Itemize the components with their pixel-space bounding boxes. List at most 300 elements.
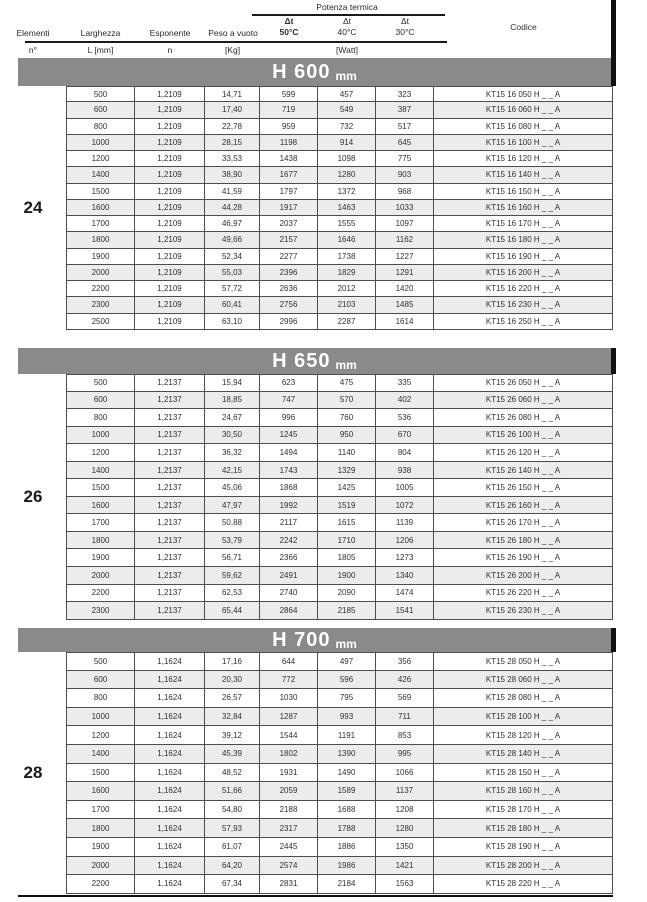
cell-watt-dt50: 1797 [260, 184, 318, 200]
cell-watt-dt50: 1917 [260, 200, 318, 216]
table-row [0, 167, 613, 183]
col-header-dt30 [376, 16, 434, 38]
cell-larghezza: 1800 [66, 819, 135, 838]
table-row [0, 782, 613, 801]
cell-watt-dt40: 1829 [318, 265, 376, 281]
cell-watt-dt30: 1291 [376, 265, 434, 281]
cell-watt-dt30: 1005 [376, 479, 434, 497]
cell-codice: KT15 16 160 H _ _ A [434, 200, 613, 216]
unit-esponente: n [167, 45, 173, 55]
elementi-spacer [0, 857, 66, 876]
cell-watt-dt50: 2740 [260, 585, 318, 603]
cell-watt-dt50: 2996 [260, 314, 318, 330]
cell-esponente: 1,2109 [135, 216, 205, 232]
cell-peso-a-vuoto: 42,15 [205, 462, 260, 480]
cell-watt-dt30: 426 [376, 671, 434, 690]
cell-larghezza: 2000 [66, 265, 135, 281]
section-h650 [0, 374, 647, 620]
cell-codice: KT15 16 220 H _ _ A [434, 281, 613, 297]
table-row [0, 602, 613, 620]
cell-watt-dt30: 968 [376, 184, 434, 200]
table-row [0, 671, 613, 690]
cell-larghezza: 600 [66, 392, 135, 410]
cell-peso-a-vuoto: 57,72 [205, 281, 260, 297]
table-row [0, 119, 613, 135]
elementi-spacer [0, 801, 66, 820]
cell-watt-dt50: 2037 [260, 216, 318, 232]
cell-watt-dt50: 1677 [260, 167, 318, 183]
elementi-spacer [0, 819, 66, 838]
cell-larghezza: 1900 [66, 838, 135, 857]
unit-elementi: n° [28, 45, 38, 55]
cell-larghezza: 800 [66, 119, 135, 135]
elementi-spacer [0, 444, 66, 462]
section-title-unit: mm [335, 636, 357, 651]
cell-codice: KT15 16 200 H _ _ A [434, 265, 613, 281]
cell-watt-dt30: 1485 [376, 297, 434, 313]
cell-peso-a-vuoto: 57,93 [205, 819, 260, 838]
table-row [0, 585, 613, 603]
cell-codice: KT15 28 120 H _ _ A [434, 726, 613, 745]
table-row [0, 462, 613, 480]
table-row [0, 232, 613, 248]
cell-esponente: 1,2137 [135, 602, 205, 620]
table-row [0, 838, 613, 857]
elementi-spacer [0, 265, 66, 281]
section-rows [0, 86, 613, 330]
col-header-elementi: Elementi [16, 28, 50, 38]
cell-watt-dt40: 1805 [318, 549, 376, 567]
cell-peso-a-vuoto: 55,03 [205, 265, 260, 281]
table-bottom-rule [18, 895, 613, 897]
cell-codice: KT15 16 060 H _ _ A [434, 102, 613, 118]
col-header-larghezza: Larghezza [80, 28, 121, 38]
cell-watt-dt30: 1421 [376, 857, 434, 876]
section-h700 [0, 652, 647, 894]
cell-esponente: 1,1624 [135, 745, 205, 764]
cell-codice: KT15 26 200 H _ _ A [434, 567, 613, 585]
cell-watt-dt30: 387 [376, 102, 434, 118]
cell-watt-dt40: 1738 [318, 249, 376, 265]
cell-watt-dt30: 711 [376, 708, 434, 727]
cell-watt-dt30: 1280 [376, 819, 434, 838]
section-banner-h600 [18, 58, 616, 86]
cell-esponente: 1,2109 [135, 167, 205, 183]
cell-peso-a-vuoto: 20,30 [205, 671, 260, 690]
cell-watt-dt50: 1198 [260, 135, 318, 151]
cell-larghezza: 1600 [66, 200, 135, 216]
table-row [0, 745, 613, 764]
cell-watt-dt40: 497 [318, 652, 376, 671]
cell-codice: KT15 28 080 H _ _ A [434, 689, 613, 708]
cell-watt-dt30: 323 [376, 86, 434, 102]
cell-watt-dt50: 2636 [260, 281, 318, 297]
cell-codice: KT15 26 150 H _ _ A [434, 479, 613, 497]
cell-watt-dt30: 1137 [376, 782, 434, 801]
cell-esponente: 1,2109 [135, 314, 205, 330]
cell-watt-dt50: 1287 [260, 708, 318, 727]
cell-watt-dt50: 2864 [260, 602, 318, 620]
cell-watt-dt30: 775 [376, 151, 434, 167]
cell-peso-a-vuoto: 52,34 [205, 249, 260, 265]
cell-watt-dt50: 2242 [260, 532, 318, 550]
cell-esponente: 1,1624 [135, 764, 205, 783]
table-row [0, 281, 613, 297]
cell-codice: KT15 26 060 H _ _ A [434, 392, 613, 410]
cell-watt-dt40: 1710 [318, 532, 376, 550]
cell-codice: KT15 28 050 H _ _ A [434, 652, 613, 671]
cell-codice: KT15 26 120 H _ _ A [434, 444, 613, 462]
cell-watt-dt50: 2277 [260, 249, 318, 265]
cell-watt-dt50: 1544 [260, 726, 318, 745]
cell-watt-dt40: 1098 [318, 151, 376, 167]
cell-esponente: 1,2137 [135, 462, 205, 480]
table-row [0, 265, 613, 281]
cell-esponente: 1,2109 [135, 86, 205, 102]
cell-watt-dt40: 2012 [318, 281, 376, 297]
table-row [0, 532, 613, 550]
cell-codice: KT15 26 140 H _ _ A [434, 462, 613, 480]
cell-watt-dt50: 2396 [260, 265, 318, 281]
cell-watt-dt40: 1555 [318, 216, 376, 232]
cell-watt-dt50: 1868 [260, 479, 318, 497]
elementi-spacer [0, 167, 66, 183]
cell-watt-dt40: 2184 [318, 875, 376, 894]
cell-codice: KT15 26 220 H _ _ A [434, 585, 613, 603]
table-row [0, 374, 613, 392]
cell-watt-dt50: 959 [260, 119, 318, 135]
cell-watt-dt50: 2491 [260, 567, 318, 585]
dt50-temp: 50°C [279, 27, 299, 37]
cell-watt-dt50: 623 [260, 374, 318, 392]
cell-watt-dt50: 599 [260, 86, 318, 102]
cell-codice: KT15 26 080 H _ _ A [434, 409, 613, 427]
cell-larghezza: 600 [66, 102, 135, 118]
cell-watt-dt50: 1992 [260, 497, 318, 515]
cell-larghezza: 2200 [66, 875, 135, 894]
cell-watt-dt50: 1030 [260, 689, 318, 708]
cell-codice: KT15 28 220 H _ _ A [434, 875, 613, 894]
cell-watt-dt30: 1097 [376, 216, 434, 232]
cell-peso-a-vuoto: 22,78 [205, 119, 260, 135]
cell-codice: KT15 16 050 H _ _ A [434, 86, 613, 102]
cell-watt-dt30: 670 [376, 427, 434, 445]
cell-watt-dt30: 402 [376, 392, 434, 410]
cell-esponente: 1,1624 [135, 726, 205, 745]
cell-peso-a-vuoto: 51,66 [205, 782, 260, 801]
elementi-spacer [0, 374, 66, 392]
cell-larghezza: 1000 [66, 708, 135, 727]
cell-watt-dt30: 1227 [376, 249, 434, 265]
dt30-symbol: Δt [400, 16, 410, 26]
cell-watt-dt40: 1140 [318, 444, 376, 462]
header-underline [25, 41, 447, 43]
cell-watt-dt40: 1329 [318, 462, 376, 480]
col-header-dt40 [318, 16, 376, 38]
cell-larghezza: 1500 [66, 479, 135, 497]
elementi-spacer [0, 745, 66, 764]
cell-larghezza: 1200 [66, 151, 135, 167]
cell-codice: KT15 28 150 H _ _ A [434, 764, 613, 783]
cell-peso-a-vuoto: 53,79 [205, 532, 260, 550]
cell-esponente: 1,1624 [135, 801, 205, 820]
table-row [0, 102, 613, 118]
cell-esponente: 1,2109 [135, 249, 205, 265]
cell-watt-dt50: 996 [260, 409, 318, 427]
cell-watt-dt30: 804 [376, 444, 434, 462]
table-row [0, 764, 613, 783]
cell-watt-dt50: 2756 [260, 297, 318, 313]
cell-codice: KT15 16 180 H _ _ A [434, 232, 613, 248]
cell-watt-dt50: 1931 [260, 764, 318, 783]
cell-watt-dt30: 1350 [376, 838, 434, 857]
cell-codice: KT15 26 180 H _ _ A [434, 532, 613, 550]
cell-larghezza: 1500 [66, 184, 135, 200]
cell-watt-dt40: 1490 [318, 764, 376, 783]
table-row [0, 135, 613, 151]
elementi-spacer [0, 585, 66, 603]
cell-codice: KT15 28 180 H _ _ A [434, 819, 613, 838]
cell-codice: KT15 26 050 H _ _ A [434, 374, 613, 392]
cell-larghezza: 1400 [66, 167, 135, 183]
table-row [0, 875, 613, 894]
cell-codice: KT15 16 190 H _ _ A [434, 249, 613, 265]
cell-watt-dt30: 1273 [376, 549, 434, 567]
cell-watt-dt40: 1280 [318, 167, 376, 183]
cell-watt-dt30: 853 [376, 726, 434, 745]
cell-esponente: 1,1624 [135, 857, 205, 876]
table-row [0, 314, 613, 330]
cell-watt-dt50: 1743 [260, 462, 318, 480]
cell-watt-dt50: 2059 [260, 782, 318, 801]
cell-peso-a-vuoto: 30,50 [205, 427, 260, 445]
cell-peso-a-vuoto: 48,52 [205, 764, 260, 783]
cell-esponente: 1,2137 [135, 427, 205, 445]
elementi-spacer [0, 232, 66, 248]
cell-watt-dt50: 1245 [260, 427, 318, 445]
cell-watt-dt30: 1340 [376, 567, 434, 585]
cell-watt-dt30: 1206 [376, 532, 434, 550]
cell-peso-a-vuoto: 47,97 [205, 497, 260, 515]
cell-esponente: 1,2109 [135, 184, 205, 200]
cell-esponente: 1,2137 [135, 549, 205, 567]
elementi-spacer [0, 689, 66, 708]
cell-codice: KT15 28 060 H _ _ A [434, 671, 613, 690]
section-banner-h700 [18, 628, 616, 652]
cell-watt-dt30: 1474 [376, 585, 434, 603]
cell-codice: KT15 16 080 H _ _ A [434, 119, 613, 135]
cell-esponente: 1,1624 [135, 875, 205, 894]
cell-esponente: 1,1624 [135, 671, 205, 690]
cell-watt-dt40: 1615 [318, 514, 376, 532]
cell-codice: KT15 26 160 H _ _ A [434, 497, 613, 515]
elementi-spacer [0, 297, 66, 313]
cell-esponente: 1,2137 [135, 585, 205, 603]
cell-peso-a-vuoto: 50,88 [205, 514, 260, 532]
cell-larghezza: 2300 [66, 602, 135, 620]
elementi-spacer [0, 200, 66, 216]
cell-larghezza: 800 [66, 689, 135, 708]
cell-codice: KT15 28 200 H _ _ A [434, 857, 613, 876]
section-title: H 600 [272, 61, 331, 83]
cell-watt-dt40: 1519 [318, 497, 376, 515]
cell-esponente: 1,2137 [135, 392, 205, 410]
cell-codice: KT15 16 120 H _ _ A [434, 151, 613, 167]
cell-peso-a-vuoto: 65,44 [205, 602, 260, 620]
cell-watt-dt40: 1191 [318, 726, 376, 745]
cell-peso-a-vuoto: 45,06 [205, 479, 260, 497]
table-row [0, 857, 613, 876]
cell-peso-a-vuoto: 39,12 [205, 726, 260, 745]
cell-watt-dt40: 2090 [318, 585, 376, 603]
elementi-spacer [0, 151, 66, 167]
cell-larghezza: 500 [66, 86, 135, 102]
elementi-spacer [0, 567, 66, 585]
table-row [0, 249, 613, 265]
elementi-spacer [0, 764, 66, 783]
cell-peso-a-vuoto: 62,53 [205, 585, 260, 603]
cell-esponente: 1,2137 [135, 567, 205, 585]
cell-esponente: 1,2109 [135, 297, 205, 313]
cell-larghezza: 500 [66, 374, 135, 392]
unit-watt: [Watt] [336, 45, 358, 55]
cell-codice: KT15 16 250 H _ _ A [434, 314, 613, 330]
cell-larghezza: 1800 [66, 532, 135, 550]
cell-watt-dt40: 1372 [318, 184, 376, 200]
elementi-spacer [0, 838, 66, 857]
cell-esponente: 1,2109 [135, 232, 205, 248]
table-row [0, 200, 613, 216]
cell-watt-dt50: 747 [260, 392, 318, 410]
cell-peso-a-vuoto: 26,57 [205, 689, 260, 708]
cell-codice: KT15 26 100 H _ _ A [434, 427, 613, 445]
cell-watt-dt40: 1390 [318, 745, 376, 764]
elementi-spacer [0, 462, 66, 480]
cell-esponente: 1,1624 [135, 689, 205, 708]
table-row [0, 392, 613, 410]
cell-larghezza: 2000 [66, 567, 135, 585]
cell-peso-a-vuoto: 18,85 [205, 392, 260, 410]
cell-esponente: 1,1624 [135, 708, 205, 727]
cell-peso-a-vuoto: 59,62 [205, 567, 260, 585]
cell-codice: KT15 28 160 H _ _ A [434, 782, 613, 801]
cell-larghezza: 2300 [66, 297, 135, 313]
cell-larghezza: 600 [66, 671, 135, 690]
cell-watt-dt40: 570 [318, 392, 376, 410]
elementi-spacer [0, 135, 66, 151]
cell-esponente: 1,2137 [135, 479, 205, 497]
elementi-spacer [0, 427, 66, 445]
table-row [0, 567, 613, 585]
cell-larghezza: 2200 [66, 585, 135, 603]
cell-peso-a-vuoto: 33,53 [205, 151, 260, 167]
table-row [0, 726, 613, 745]
cell-watt-dt50: 719 [260, 102, 318, 118]
col-header-dt50 [260, 16, 318, 38]
cell-watt-dt40: 1463 [318, 200, 376, 216]
elementi-spacer [0, 708, 66, 727]
header-right-rule [611, 0, 616, 58]
cell-codice: KT15 28 100 H _ _ A [434, 708, 613, 727]
cell-peso-a-vuoto: 44,28 [205, 200, 260, 216]
cell-esponente: 1,2109 [135, 119, 205, 135]
cell-larghezza: 2200 [66, 281, 135, 297]
cell-larghezza: 1600 [66, 497, 135, 515]
cell-watt-dt50: 2188 [260, 801, 318, 820]
cell-watt-dt40: 1886 [318, 838, 376, 857]
cell-watt-dt40: 2185 [318, 602, 376, 620]
elementi-spacer [0, 479, 66, 497]
elements-count: 24 [23, 197, 43, 217]
cell-watt-dt50: 2117 [260, 514, 318, 532]
cell-watt-dt30: 356 [376, 652, 434, 671]
cell-watt-dt30: 1208 [376, 801, 434, 820]
cell-watt-dt40: 993 [318, 708, 376, 727]
elementi-spacer [0, 409, 66, 427]
cell-peso-a-vuoto: 28,15 [205, 135, 260, 151]
cell-watt-dt50: 2831 [260, 875, 318, 894]
table-row [0, 216, 613, 232]
elementi-spacer [0, 497, 66, 515]
cell-watt-dt40: 795 [318, 689, 376, 708]
cell-esponente: 1,2137 [135, 409, 205, 427]
cell-watt-dt40: 1900 [318, 567, 376, 585]
cell-esponente: 1,2137 [135, 532, 205, 550]
table-header [0, 0, 647, 58]
cell-codice: KT15 16 150 H _ _ A [434, 184, 613, 200]
table-row [0, 409, 613, 427]
cell-watt-dt30: 1162 [376, 232, 434, 248]
cell-watt-dt40: 457 [318, 86, 376, 102]
cell-larghezza: 2500 [66, 314, 135, 330]
cell-larghezza: 1700 [66, 801, 135, 820]
cell-watt-dt50: 2574 [260, 857, 318, 876]
cell-larghezza: 1500 [66, 764, 135, 783]
dt40-symbol: Δt [342, 16, 352, 26]
elementi-spacer [0, 314, 66, 330]
table-row [0, 819, 613, 838]
elementi-spacer [0, 184, 66, 200]
elementi-spacer [0, 86, 66, 102]
cell-watt-dt30: 995 [376, 745, 434, 764]
col-header-codice: Codice [510, 22, 537, 32]
elementi-spacer [0, 392, 66, 410]
cell-watt-dt30: 1066 [376, 764, 434, 783]
dt50-symbol: Δt [284, 16, 294, 26]
table-row [0, 444, 613, 462]
cell-watt-dt30: 938 [376, 462, 434, 480]
cell-peso-a-vuoto: 17,40 [205, 102, 260, 118]
cell-peso-a-vuoto: 36,32 [205, 444, 260, 462]
cell-larghezza: 1700 [66, 216, 135, 232]
cell-peso-a-vuoto: 15,94 [205, 374, 260, 392]
table-row [0, 427, 613, 445]
cell-watt-dt30: 1420 [376, 281, 434, 297]
cell-watt-dt40: 1788 [318, 819, 376, 838]
cell-codice: KT15 28 170 H _ _ A [434, 801, 613, 820]
cell-watt-dt40: 1589 [318, 782, 376, 801]
elementi-spacer [0, 652, 66, 671]
cell-watt-dt40: 596 [318, 671, 376, 690]
cell-watt-dt40: 732 [318, 119, 376, 135]
cell-peso-a-vuoto: 63,10 [205, 314, 260, 330]
elementi-spacer [0, 782, 66, 801]
cell-watt-dt30: 517 [376, 119, 434, 135]
cell-peso-a-vuoto: 45,39 [205, 745, 260, 764]
cell-esponente: 1,1624 [135, 819, 205, 838]
cell-esponente: 1,1624 [135, 652, 205, 671]
cell-watt-dt30: 1614 [376, 314, 434, 330]
